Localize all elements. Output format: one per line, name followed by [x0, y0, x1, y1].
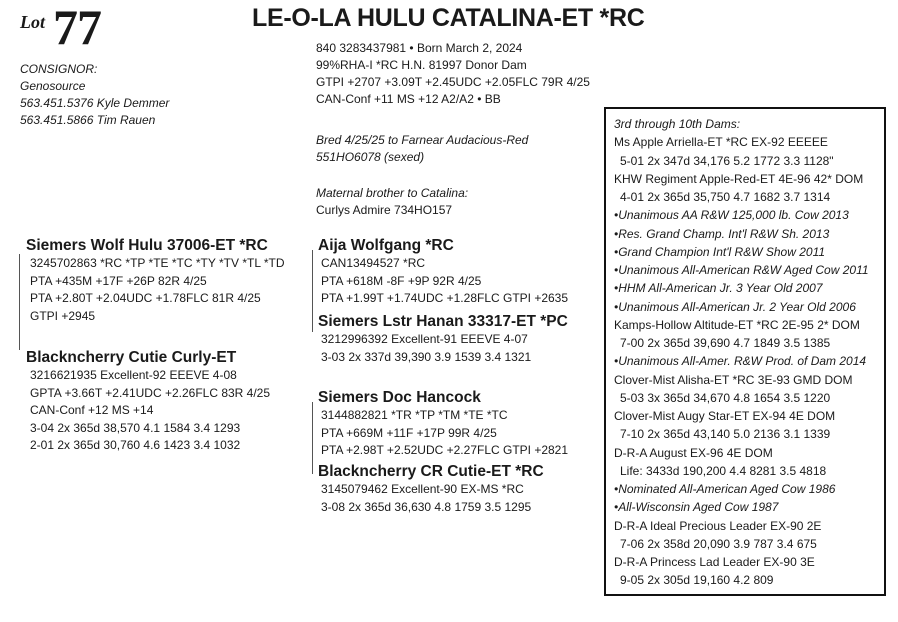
bred-line-1: Bred 4/25/25 to Farnear Audacious-Red [316, 133, 529, 147]
sire-line: 3245702863 *RC *TP *TE *TC *TY *TV *TL *TD [30, 256, 285, 270]
consignor-name: Genosource [20, 79, 86, 93]
dam-dam-line: 3-08 2x 365d 36,630 4.8 1759 3.5 1295 [321, 499, 532, 514]
dam-entry-record: 4-01 2x 365d 35,750 4.7 1682 3.7 1314 [620, 190, 831, 204]
dam-entry-award: •Grand Champion Int'l R&W Show 2011 [614, 244, 826, 259]
dams-list [614, 115, 869, 590]
dam-dam-block [318, 462, 544, 516]
dams-heading: 3rd through 10th Dams: [614, 117, 741, 131]
dam-entry-record: 7-06 2x 358d 20,090 3.9 787 3.4 675 [620, 536, 817, 551]
dam-entry-award: •Unanimous All-American Jr. 2 Year Old 2006 [614, 299, 856, 314]
dam-line: CAN-Conf +12 MS +14 [30, 403, 154, 418]
dam-dam-line: 3145079462 Excellent-90 EX-MS *RC [321, 482, 524, 496]
dam-entry-name: Ms Apple Arriella-ET *RC EX-92 EEEEE [614, 135, 828, 150]
dam-entry-award: •HHM All-American Jr. 3 Year Old 2007 [614, 281, 823, 296]
dam-line: GPTA +3.66T +2.41UDC +2.26FLC 83R 4/25 [30, 385, 271, 400]
sire-sire-name: Aija Wolfgang *RC [318, 237, 454, 254]
consignor-phone-2: 563.451.5866 Tim Rauen [20, 113, 156, 127]
dam-entry-name: Kamps-Hollow Altitude-ET *RC 2E-95 2* DOM [614, 317, 860, 332]
sire-line: PTA +435M +17F +26P 82R 4/25 [30, 273, 207, 288]
dam-side-bracket [312, 402, 313, 474]
dam-entry-award: •Unanimous All-American R&W Aged Cow 2011 [614, 263, 869, 277]
sire-dam-line: 3212996392 Excellent-91 EEEVE 4-07 [321, 332, 528, 346]
sire-sire-line: PTA +618M -8F +9P 92R 4/25 [321, 273, 482, 288]
dam-line: 2-01 2x 365d 30,760 4.6 1423 3.4 1032 [30, 438, 241, 453]
info-line: 99%RHA-I *RC H.N. 81997 Donor Dam [316, 58, 527, 72]
dam-line: 3-04 2x 365d 38,570 4.1 1584 3.4 1293 [30, 420, 241, 435]
maternal-line-2: Curlys Admire 734HO157 [316, 203, 453, 217]
dam-entry-name: Clover-Mist Alisha-ET *RC 3E-93 GMD DOM [614, 372, 853, 387]
dam-entry-award: •Unanimous All-Amer. R&W Prod. of Dam 2014 [614, 354, 867, 369]
dam-entry-record: 7-10 2x 365d 43,140 5.0 2136 3.1 1339 [620, 427, 831, 442]
dam-sire-line: PTA +2.98T +2.52UDC +2.27FLC GTPI +2821 [321, 443, 569, 458]
dam-entry-award: •Unanimous AA R&W 125,000 lb. Cow 2013 [614, 208, 849, 223]
sire-sire-line: PTA +1.99T +1.74UDC +1.28FLC GTPI +2635 [321, 291, 569, 306]
dam-entry-record: 7-00 2x 365d 39,690 4.7 1849 3.5 1385 [620, 336, 831, 350]
info-line: 840 3283437981 • Born March 2, 2024 [316, 41, 523, 55]
sire-line: GTPI +2945 [30, 308, 96, 323]
lot-label: Lot [20, 12, 45, 32]
dam-entry-record: Life: 3433d 190,200 4.4 8281 3.5 4818 [620, 463, 827, 478]
maternal-line-1: Maternal brother to Catalina: [316, 186, 469, 200]
dam-entry-name: D-R-A Princess Lad Leader EX-90 3E [614, 555, 815, 569]
dam-sire-line: PTA +669M +11F +17P 99R 4/25 [321, 425, 497, 440]
sire-sire-block [318, 236, 568, 308]
dam-entry-record: 5-03 3x 365d 34,670 4.8 1654 3.5 1220 [620, 390, 831, 405]
maternal-info [316, 185, 468, 219]
consignor-phone-1: 563.451.5376 Kyle Demmer [20, 96, 170, 110]
dam-entry-record: 5-01 2x 347d 34,176 5.2 1772 3.3 1128" [620, 153, 834, 168]
lot-number: 77 [53, 0, 101, 55]
animal-info [316, 40, 590, 108]
sire-dam-name: Siemers Lstr Hanan 33317-ET *PC [318, 313, 568, 330]
sire-side-bracket [312, 250, 313, 332]
dam-entry-name: D-R-A Ideal Precious Leader EX-90 2E [614, 518, 822, 533]
dam-entry-name: D-R-A August EX-96 4E DOM [614, 445, 773, 460]
breeding-info [316, 132, 528, 166]
dam-dam-name: Blackncherry CR Cutie-ET *RC [318, 463, 544, 480]
dam-sire-line: 3144882821 *TR *TP *TM *TE *TC [321, 408, 508, 422]
info-line: CAN-Conf +11 MS +12 A2/A2 • BB [316, 92, 501, 106]
dam-sire-block [318, 388, 568, 460]
sire-dam-line: 3-03 2x 337d 39,390 3.9 1539 3.4 1321 [321, 349, 532, 364]
dam-entry-record: 9-05 2x 305d 19,160 4.2 809 [620, 573, 774, 588]
dam-block [26, 348, 270, 455]
dam-sire-name: Siemers Doc Hancock [318, 389, 481, 406]
sire-line: PTA +2.80T +2.04UDC +1.78FLC 81R 4/25 [30, 291, 261, 306]
dam-entry-award: •All-Wisconsin Aged Cow 1987 [614, 500, 779, 515]
sire-bracket [19, 254, 20, 350]
dam-name: Blackncherry Cutie Curly-ET [26, 349, 237, 366]
consignor-block [20, 61, 169, 129]
dam-entry-award: •Res. Grand Champ. Int'l R&W Sh. 2013 [614, 226, 830, 241]
dam-entry-name: Clover-Mist Augy Star-ET EX-94 4E DOM [614, 409, 836, 423]
bred-line-2: 551HO6078 (sexed) [316, 150, 425, 164]
sire-dam-block [318, 312, 568, 366]
animal-title: LE-O-LA HULU CATALINA-ET *RC [252, 4, 645, 32]
sire-name: Siemers Wolf Hulu 37006-ET *RC [26, 237, 268, 254]
consignor-heading: CONSIGNOR: [20, 62, 98, 76]
sire-sire-line: CAN13494527 *RC [321, 256, 426, 270]
dam-entry-name: KHW Regiment Apple-Red-ET 4E-96 42* DOM [614, 171, 864, 186]
info-line: GTPI +2707 +3.09T +2.45UDC +2.05FLC 79R 4/25 [316, 75, 590, 89]
sire-block [26, 236, 285, 325]
dams-box [604, 107, 886, 596]
dam-line: 3216621935 Excellent-92 EEEVE 4-08 [30, 368, 237, 382]
dam-entry-award: •Nominated All-American Aged Cow 1986 [614, 482, 836, 496]
